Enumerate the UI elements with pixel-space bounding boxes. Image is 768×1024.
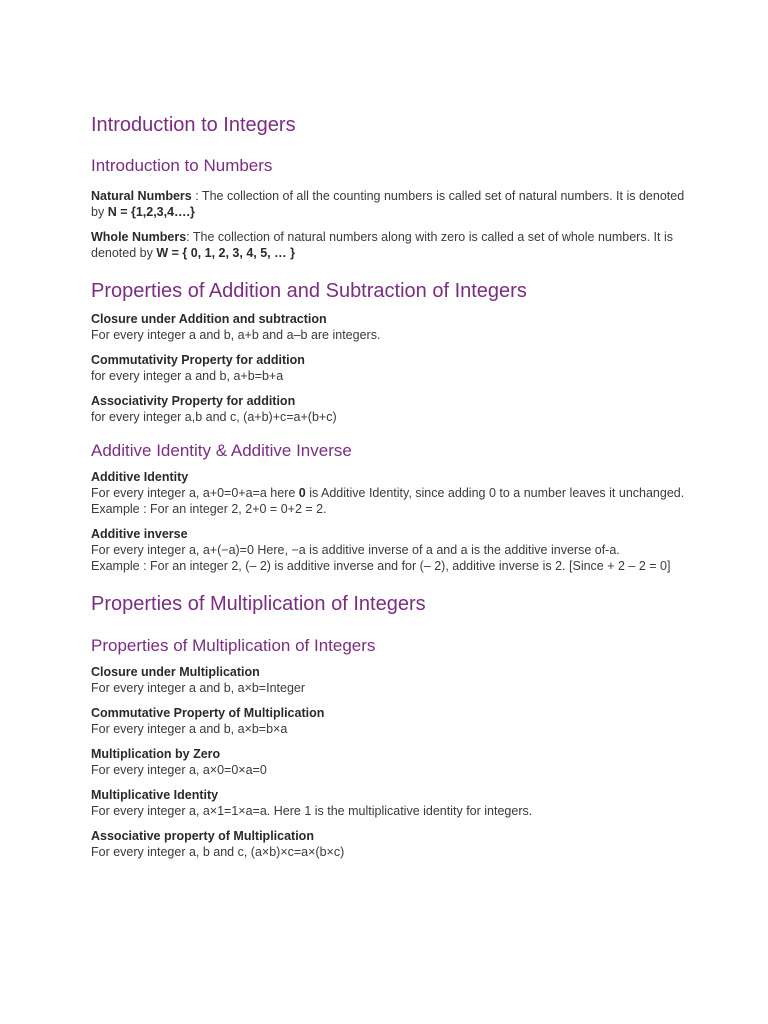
property-text: for every integer a,b and c, (a+b)+c=a+(b+c) bbox=[91, 410, 337, 424]
property-text: For every integer a, a×1=1×a=a. Here 1 is the multiplicative identity for integers. bbox=[91, 804, 533, 818]
property-item bbox=[91, 311, 688, 343]
heading-multiplication: Properties of Multiplication of Integers bbox=[91, 593, 426, 615]
additive-identity-text bbox=[91, 485, 688, 501]
addition-properties-list bbox=[91, 311, 688, 425]
property-title: Commutativity Property for addition bbox=[91, 353, 305, 367]
property-item bbox=[91, 828, 688, 860]
natural-numbers-term: Natural Numbers bbox=[91, 189, 192, 203]
additive-identity-zero: 0 bbox=[298, 486, 306, 500]
property-item bbox=[91, 664, 688, 696]
additive-inverse-block bbox=[91, 526, 688, 574]
property-text: For every integer a and b, a×b=Integer bbox=[91, 681, 306, 695]
property-title: Multiplication by Zero bbox=[91, 747, 221, 761]
property-text: For every integer a, b and c, (a×b)×c=a×(b×c) bbox=[91, 845, 345, 859]
additive-identity-text-b: is Additive Identity, since adding 0 to a number leaves it unchanged. bbox=[305, 486, 685, 500]
property-text: For every integer a and b, a×b=b×a bbox=[91, 722, 288, 736]
additive-identity-block bbox=[91, 469, 688, 517]
natural-numbers-paragraph bbox=[91, 188, 688, 220]
whole-numbers-term: Whole Numbers bbox=[91, 230, 187, 244]
heading-addition-subtraction: Properties of Addition and Subtraction of Integers bbox=[91, 280, 527, 302]
property-title: Closure under Multiplication bbox=[91, 665, 260, 679]
whole-numbers-text: : The collection of natural numbers along with zero is called a set of whole numbers. It is denoted by bbox=[91, 230, 673, 260]
natural-numbers-text: : The collection of all the counting numbers is called set of natural numbers. It is denoted by bbox=[91, 189, 685, 219]
additive-inverse-title: Additive inverse bbox=[91, 527, 188, 541]
additive-identity-example: Example : For an integer 2, 2+0 = 0+2 = 2. bbox=[91, 502, 327, 516]
additive-inverse-text: For every integer a, a+(−a)=0 Here, −a is additive inverse of a and a is the additive inverse of-a. bbox=[91, 543, 620, 557]
additive-identity-title: Additive Identity bbox=[91, 470, 189, 484]
property-item bbox=[91, 787, 688, 819]
property-title: Closure under Addition and subtraction bbox=[91, 312, 327, 326]
whole-numbers-paragraph bbox=[91, 229, 688, 261]
property-title: Associative property of Multiplication bbox=[91, 829, 314, 843]
property-text: For every integer a, a×0=0×a=0 bbox=[91, 763, 267, 777]
property-text: For every integer a and b, a+b and a–b are integers. bbox=[91, 328, 381, 342]
property-title: Multiplicative Identity bbox=[91, 788, 219, 802]
natural-numbers-set: N = {1,2,3,4….} bbox=[107, 205, 195, 219]
property-item bbox=[91, 705, 688, 737]
property-item bbox=[91, 746, 688, 778]
heading-intro-numbers: Introduction to Numbers bbox=[91, 156, 273, 175]
additive-identity-text-a: For every integer a, a+0=0+a=a here bbox=[91, 486, 299, 500]
property-text: for every integer a and b, a+b=b+a bbox=[91, 369, 284, 383]
property-title: Commutative Property of Multiplication bbox=[91, 706, 325, 720]
property-title: Associativity Property for addition bbox=[91, 394, 296, 408]
multiplication-properties-list bbox=[91, 664, 688, 860]
property-item bbox=[91, 393, 688, 425]
whole-numbers-set: W = { 0, 1, 2, 3, 4, 5, … } bbox=[156, 246, 295, 260]
property-item bbox=[91, 352, 688, 384]
heading-additive-identity-inverse: Additive Identity & Additive Inverse bbox=[91, 441, 352, 460]
page-title: Introduction to Integers bbox=[91, 114, 296, 136]
subheading-multiplication: Properties of Multiplication of Integers bbox=[91, 636, 376, 655]
additive-inverse-example: Example : For an integer 2, (– 2) is additive inverse and for (– 2), additive inverse is 2. [Since + 2 – 2 = 0] bbox=[91, 559, 671, 573]
